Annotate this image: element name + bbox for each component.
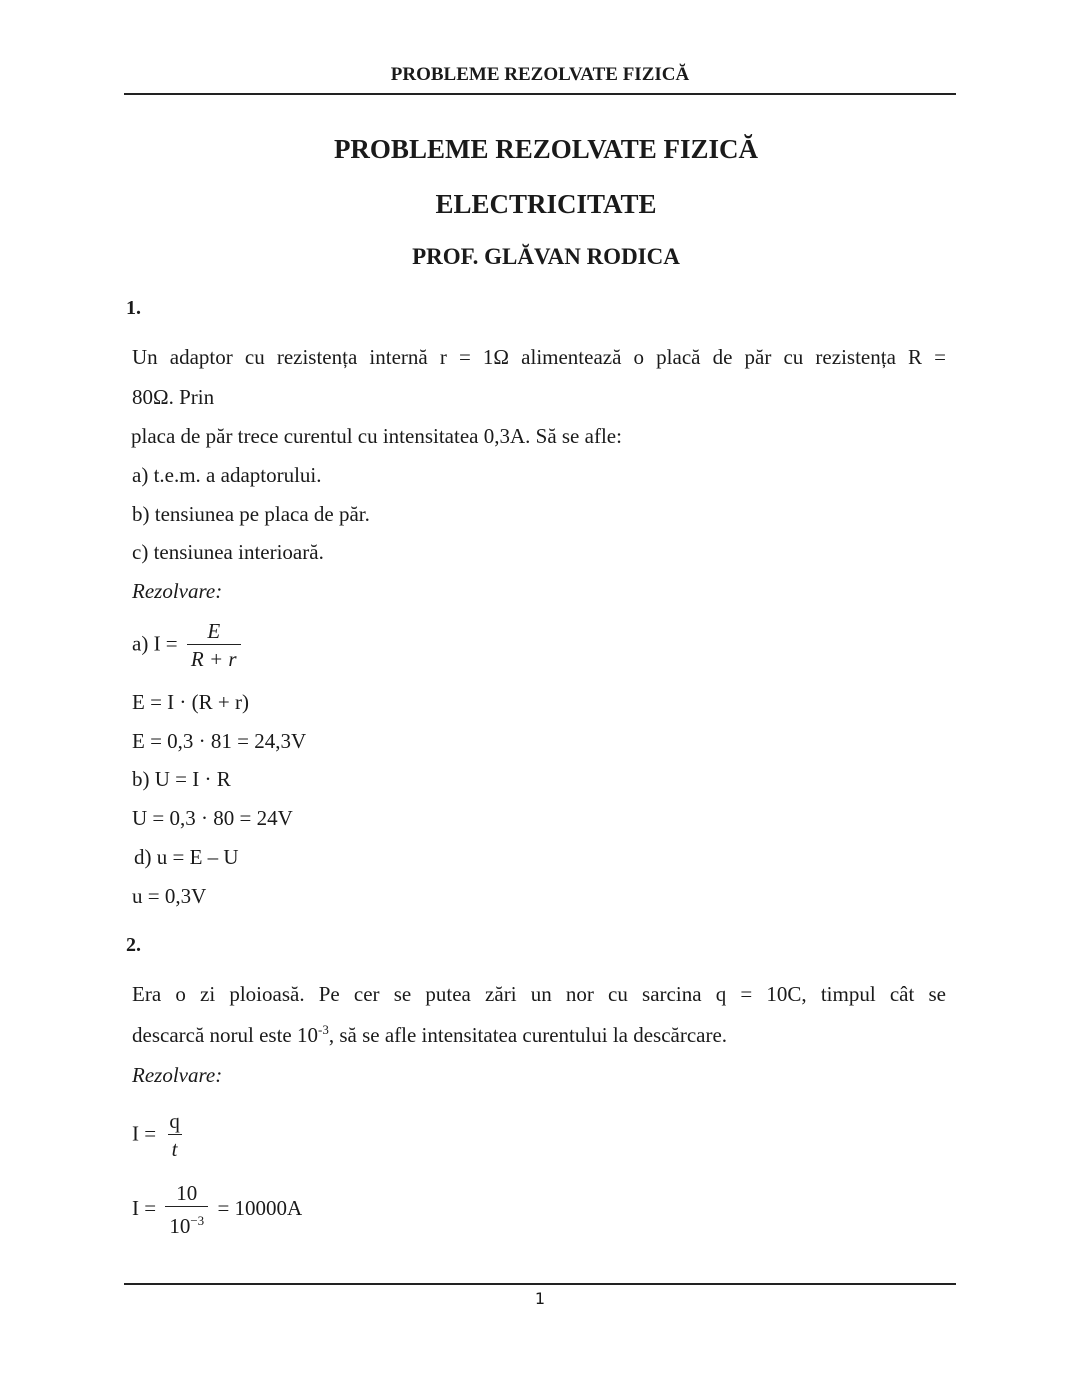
numerator: E bbox=[207, 619, 221, 643]
formula-result bbox=[132, 1180, 302, 1240]
solution-line: E = 0,3 · 81 = 24,3V bbox=[132, 729, 307, 753]
solution-label: Rezolvare: bbox=[132, 1063, 223, 1087]
page-number: 1 bbox=[534, 1289, 546, 1308]
formula-a-prefix: a) I = bbox=[132, 631, 178, 656]
formula-prefix: I = bbox=[132, 1195, 157, 1220]
problem-1-text-line-1: Un adaptor cu rezistența internă r = 1Ω alimentează o placă de păr cu rezistența R = bbox=[132, 345, 946, 369]
header-rule bbox=[124, 93, 956, 95]
solution-label: Rezolvare: bbox=[132, 579, 223, 603]
document-author: PROF. GLĂVAN RODICA bbox=[412, 244, 680, 269]
denominator bbox=[165, 1206, 208, 1240]
denominator: R + r bbox=[187, 644, 241, 673]
problem-2-text-line-1: Era o zi ploioasă. Pe cer se putea zări un nor cu sarcina q = 10C, timpul cât se bbox=[132, 982, 946, 1006]
fraction bbox=[165, 1180, 208, 1240]
running-header: PROBLEME REZOLVATE FIZICĂ bbox=[390, 64, 690, 85]
footer-rule bbox=[124, 1283, 956, 1285]
problem-1-number: 1. bbox=[126, 297, 141, 319]
formula-a bbox=[132, 618, 245, 673]
solution-line: u = 0,3V bbox=[132, 884, 207, 908]
base: 10 bbox=[169, 1214, 191, 1238]
document-subject: ELECTRICITATE bbox=[435, 189, 657, 219]
solution-line: U = 0,3 · 80 = 24V bbox=[132, 806, 293, 830]
denominator: t bbox=[168, 1134, 182, 1163]
question-c: c) tensiunea interioară. bbox=[132, 540, 324, 564]
fraction bbox=[165, 1108, 184, 1163]
solution-line: b) U = I · R bbox=[132, 767, 231, 791]
text: descarcă norul este 10 bbox=[132, 1023, 318, 1047]
solution-line: d) u = E – U bbox=[134, 845, 239, 869]
exponent: −3 bbox=[190, 1213, 205, 1228]
problem-1-text-line-2: 80Ω. Prin bbox=[132, 385, 215, 409]
problem-1-text-line-3: placa de păr trece curentul cu intensitatea 0,3A. Să se afle: bbox=[131, 424, 622, 448]
formula-current bbox=[132, 1108, 188, 1163]
problem-2-text-line-2 bbox=[132, 1022, 727, 1048]
numerator: q bbox=[169, 1109, 180, 1133]
problem-2-number: 2. bbox=[126, 934, 141, 956]
fraction bbox=[187, 618, 241, 673]
question-a: a) t.e.m. a adaptorului. bbox=[132, 463, 322, 487]
formula-prefix: I = bbox=[132, 1121, 157, 1146]
exponent: -3 bbox=[318, 1022, 329, 1037]
numerator: 10 bbox=[176, 1181, 198, 1205]
result: = 10000A bbox=[217, 1195, 303, 1220]
text: , să se afle intensitatea curentului la descărcare. bbox=[328, 1023, 728, 1047]
question-b: b) tensiunea pe placa de păr. bbox=[132, 502, 370, 526]
document-title: PROBLEME REZOLVATE FIZICĂ bbox=[333, 134, 759, 164]
solution-line: E = I · (R + r) bbox=[132, 690, 249, 714]
